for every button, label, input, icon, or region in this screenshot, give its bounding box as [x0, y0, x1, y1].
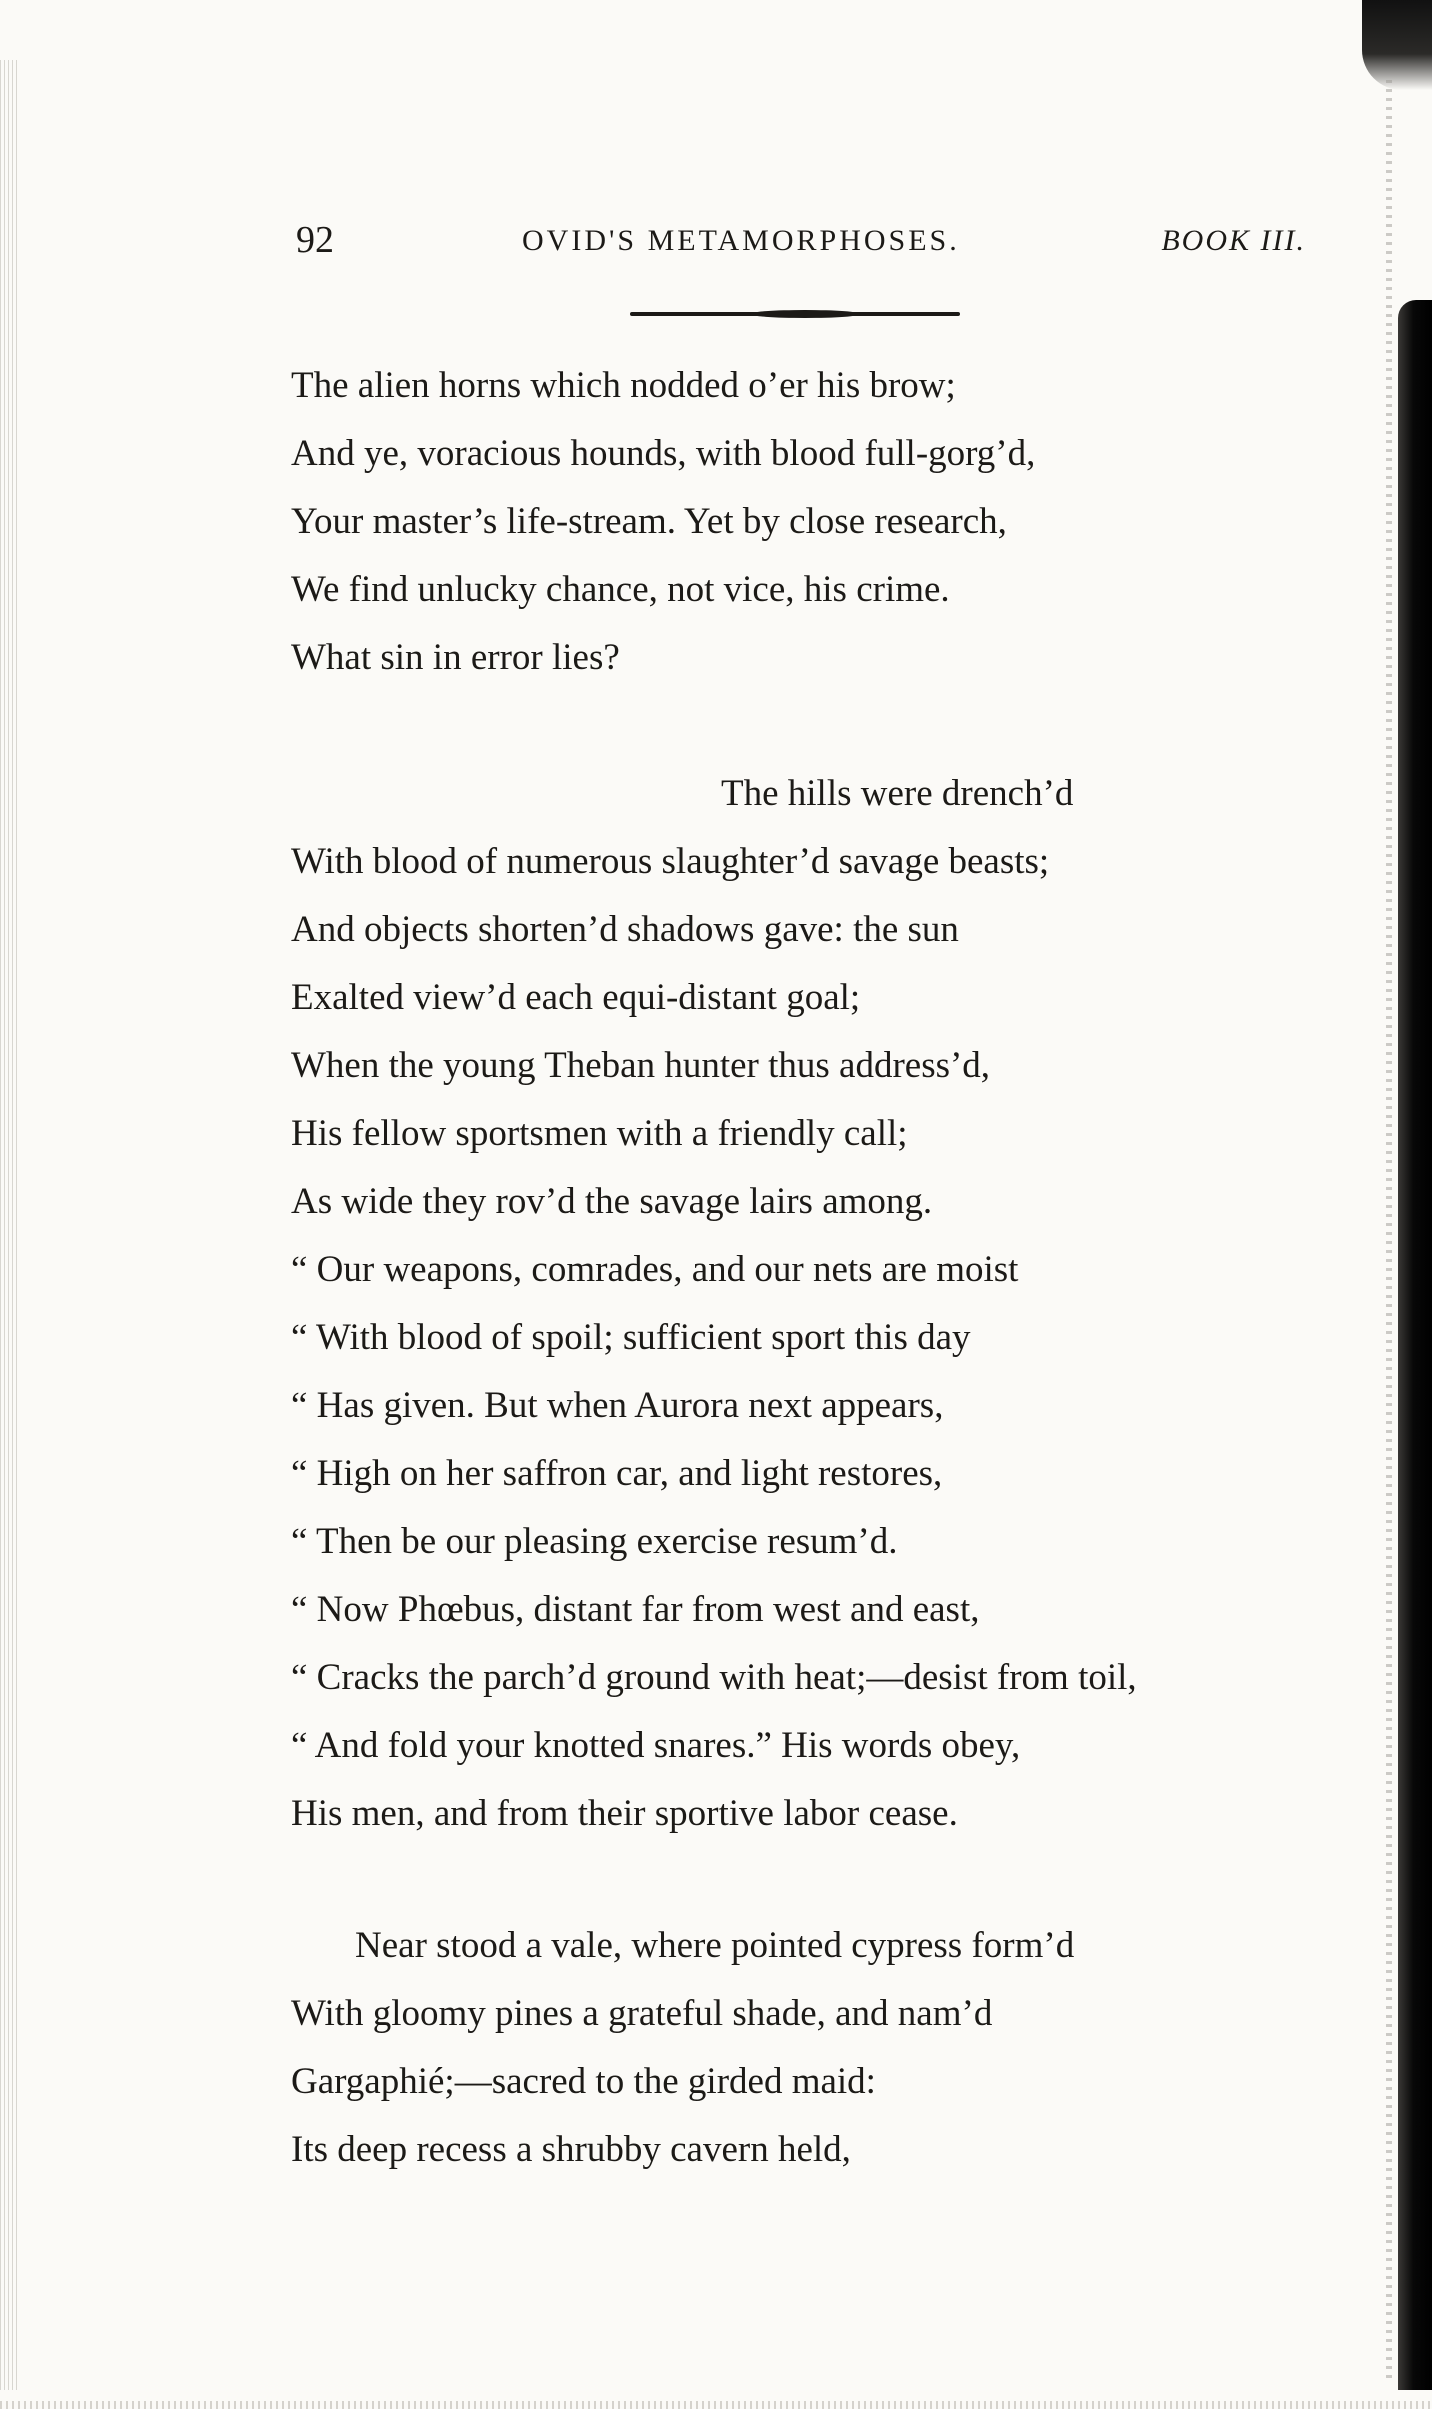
page-number: 92 — [296, 219, 334, 261]
verse-line: The alien horns which nodded o’er his brow; — [291, 365, 956, 406]
verse-line: “ High on her saffron car, and light restores, — [291, 1453, 943, 1494]
verse-line: With blood of numerous slaughter’d savage beasts; — [291, 841, 1050, 882]
verse-line: With gloomy pines a grateful shade, and nam’d — [291, 1993, 993, 2034]
page-bottom-edge-artifact — [0, 2401, 1432, 2409]
binding-gutter — [1386, 80, 1392, 2380]
verse-line: Exalted view’d each equi-distant goal; — [291, 977, 861, 1018]
verse-line: The hills were drench’d — [721, 773, 1074, 814]
verse-line: “ Now Phœbus, distant far from west and east, — [291, 1589, 980, 1630]
verse-line: Gargaphié;—sacred to the girded maid: — [291, 2061, 876, 2102]
verse-line: And ye, voracious hounds, with blood full-gorg’d, — [291, 433, 1036, 474]
book-reference: BOOK III. — [1161, 224, 1306, 257]
verse-line: We find unlucky chance, not vice, his crime. — [291, 569, 950, 610]
verse-line: “ Has given. But when Aurora next appears, — [291, 1385, 944, 1426]
header-ornamental-rule — [630, 312, 960, 316]
verse-line: As wide they rov’d the savage lairs among. — [291, 1181, 933, 1222]
verse-line: “ Cracks the parch’d ground with heat;—desist from toil, — [291, 1657, 1137, 1698]
running-header — [296, 218, 1306, 278]
verse-line: What sin in error lies? — [291, 637, 620, 678]
verse-line: When the young Theban hunter thus address’d, — [291, 1045, 991, 1086]
running-title: OVID'S METAMORPHOSES. — [522, 224, 960, 257]
verse-line: “ Our weapons, comrades, and our nets are moist — [291, 1249, 1019, 1290]
page-left-edge-artifact — [0, 60, 18, 2390]
verse-line: His fellow sportsmen with a friendly call; — [291, 1113, 908, 1154]
verse-line: And objects shorten’d shadows gave: the sun — [291, 909, 959, 950]
verse-line: Near stood a vale, where pointed cypress form’d — [355, 1925, 1075, 1966]
verse-line: “ Then be our pleasing exercise resum’d. — [291, 1521, 898, 1562]
verse-line: His men, and from their sportive labor cease. — [291, 1793, 958, 1834]
verse-line: “ With blood of spoil; sufficient sport this day — [291, 1317, 971, 1358]
binding-shadow — [1398, 300, 1432, 2390]
verse-line: Your master’s life-stream. Yet by close research, — [291, 501, 1007, 542]
binding-shadow-top — [1362, 0, 1432, 90]
verse-line: “ And fold your knotted snares.” His words obey, — [291, 1725, 1021, 1766]
verse-line: Its deep recess a shrubby cavern held, — [291, 2129, 851, 2170]
